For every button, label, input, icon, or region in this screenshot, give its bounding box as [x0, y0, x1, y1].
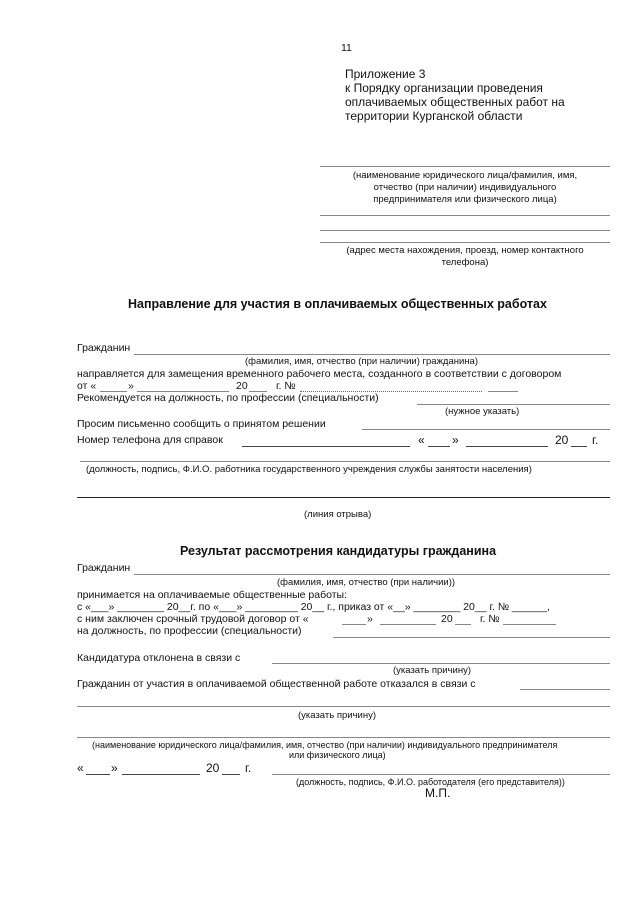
result-contract-year-line: [455, 624, 471, 625]
result-contract-day-line: [342, 624, 366, 625]
result-citizen-line: [134, 574, 610, 575]
direction-citizen-label: Гражданин: [77, 342, 131, 354]
employer-name-line: [77, 737, 610, 738]
addressee-hint-3: предпринимателя или физического лица): [373, 194, 557, 205]
employer-sign-hint: (должность, подпись, Ф.И.О. работодателя (его представителя)): [296, 777, 565, 787]
phone-date-close: »: [452, 433, 459, 447]
appendix-line-4: территории Курганской области: [345, 109, 523, 123]
contract-from-label: от «: [77, 380, 97, 392]
recommended-label: Рекомендуется на должность, по профессии (специальности): [77, 392, 379, 404]
rejected-hint: (указать причину): [393, 665, 471, 676]
contract-close-quote: »: [128, 380, 134, 392]
recommended-hint: (нужное указать): [445, 406, 520, 417]
direction-sign-line: [80, 461, 610, 462]
phone-year-line: [571, 446, 587, 447]
refused-line: [520, 689, 610, 690]
signature-g-label: г.: [245, 761, 252, 775]
contract-number-tail-line: [488, 391, 518, 392]
address-hint-2: телефона): [441, 257, 489, 268]
address-line-3: [320, 242, 610, 243]
result-title: Результат рассмотрения кандидатуры гражданина: [180, 544, 497, 558]
phone-number-line: [242, 446, 410, 447]
contract-year-label: 20: [236, 380, 248, 392]
phone-year-label: 20: [555, 433, 569, 447]
rejected-label: Кандидатура отклонена в связи с: [77, 652, 241, 664]
refused-hint: (указать причину): [298, 710, 376, 721]
result-position-label: на должность, по профессии (специальности): [77, 625, 302, 637]
tear-off-line: [77, 497, 610, 498]
signature-date-open: «: [77, 761, 84, 775]
result-contract-month-line: [380, 624, 436, 625]
contract-number-label: г. №: [276, 380, 296, 392]
result-contract-label: с ним заключен срочный трудовой договор от «: [77, 613, 309, 625]
address-line-2: [320, 230, 610, 231]
refused-reason-line: [77, 706, 610, 707]
appendix-line-1: Приложение 3: [345, 67, 426, 81]
direction-sign-hint: (должность, подпись, Ф.И.О. работника государственного учреждения службы занятости населения): [86, 464, 532, 475]
phone-g-label: г.: [592, 433, 599, 447]
signature-date-close: »: [111, 761, 118, 775]
recommended-line: [417, 404, 610, 405]
result-contract-number-label: г. №: [480, 613, 500, 625]
request-line: [362, 429, 610, 430]
addressee-hint-2: отчество (при наличии) индивидуального: [373, 182, 557, 193]
phone-month-line: [466, 446, 548, 447]
direction-citizen-line: [134, 354, 610, 355]
result-citizen-hint: (фамилия, имя, отчество (при наличии)): [277, 577, 456, 588]
result-position-line: [333, 637, 610, 638]
request-text: Просим письменно сообщить о принятом решении: [77, 418, 326, 430]
employer-hint-1: (наименование юридического лица/фамилия, имя, отчество (при наличии) индивидуального предпринимателя: [92, 740, 558, 750]
refused-label: Гражданин от участия в оплачиваемой общественной работе отказался в связи с: [77, 678, 476, 690]
signature-month-line: [122, 774, 200, 775]
address-line-1: [320, 215, 610, 216]
result-citizen-label: Гражданин: [77, 562, 131, 574]
result-period-text: с «___» ________ 20__г. по «___» _________ 20__ г., приказ от «__» ________ 20__ г. № ______,: [77, 601, 550, 613]
appendix-line-2: к Порядку организации проведения: [345, 81, 543, 95]
direction-title: Направление для участия в оплачиваемых общественных работах: [128, 297, 547, 311]
employer-hint-2: или физического лица): [289, 750, 386, 760]
result-contract-close-quote: »: [367, 613, 373, 625]
rejected-line: [272, 663, 610, 664]
page-number: 11: [341, 42, 352, 54]
signature-day-line: [86, 774, 110, 775]
direction-sent-line: направляется для замещения временного рабочего места, созданного в соответствии с договором: [77, 368, 562, 380]
signature-year-line: [222, 774, 240, 775]
result-accepted-text: принимается на оплачиваемые общественные работы:: [77, 589, 348, 601]
stamp-label: М.П.: [425, 786, 451, 800]
phone-day-line: [428, 446, 450, 447]
direction-citizen-hint: (фамилия, имя, отчество (при наличии) гражданина): [245, 356, 479, 367]
result-contract-number-line: [503, 624, 556, 625]
phone-label: Номер телефона для справок: [77, 434, 223, 446]
tear-off-label: (линия отрыва): [304, 509, 372, 520]
result-contract-year-label: 20: [441, 613, 453, 625]
phone-date-open: «: [418, 433, 425, 447]
addressee-name-line: [320, 166, 610, 167]
employer-sign-line: [272, 774, 610, 775]
addressee-hint-1: (наименование юридического лица/фамилия, имя,: [352, 170, 578, 181]
signature-year-label: 20: [206, 761, 220, 775]
appendix-line-3: оплачиваемых общественных работ на: [345, 95, 565, 109]
address-hint-1: (адрес места нахождения, проезд, номер контактного: [346, 245, 584, 256]
